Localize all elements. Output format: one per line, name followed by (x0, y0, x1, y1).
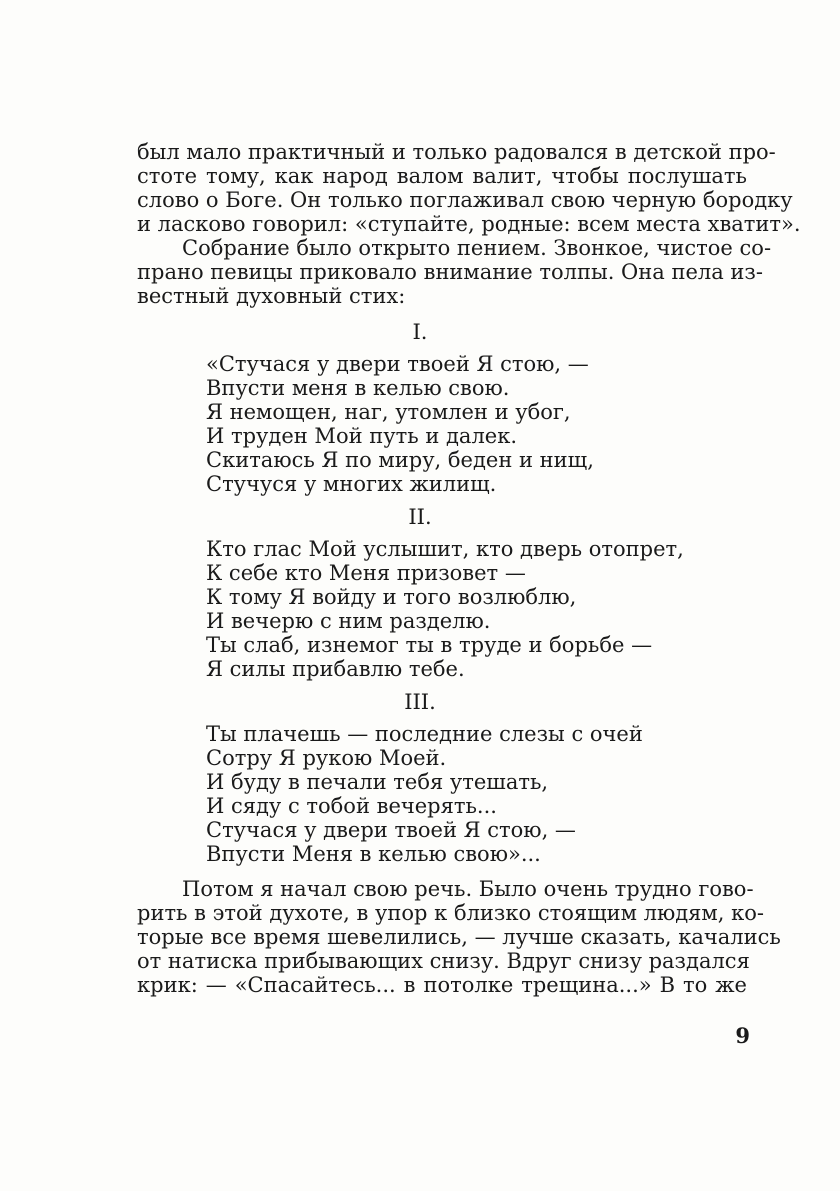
verse-line: К тому Я войду и того возлюблю, (206, 585, 577, 609)
verse-line: Ты слаб, изнемог ты в труде и борьбе — (206, 633, 653, 657)
verse-line: К себе кто Меня призовет — (206, 561, 526, 585)
paragraph-line: был мало практичный и только радовался в детской про- (137, 140, 776, 164)
paragraph-line: прано певицы приковало внимание толпы. Она пела из- (137, 260, 763, 284)
paragraph-line: вестный духовный стих: (137, 284, 406, 308)
verse-number: I. (412, 320, 428, 344)
verse-line: Ты плачешь — последние слезы с очей (206, 722, 643, 746)
paragraph-line: торые все время шевелились, — лучше сказать, качались (137, 925, 781, 949)
verse-stanza-3 (206, 722, 686, 866)
paragraph-line: и ласково говорил: «ступайте, родные: всем места хватит». (137, 212, 801, 236)
paragraph-line: слово о Боге. Он только поглаживал свою черную бородку (137, 188, 793, 212)
verse-line: Стучуся у многих жилищ. (206, 472, 497, 496)
verse-line: «Стучася у двери твоей Я стою, — (206, 352, 589, 376)
verse-line: Сотру Я рукою Моей. (206, 746, 447, 770)
verse-line: И буду в печали тебя утешать, (206, 770, 549, 794)
verse-stanza-1 (206, 352, 686, 496)
verse-number: III. (404, 690, 436, 714)
verse-line: И труден Мой путь и далек. (206, 424, 518, 448)
verse-line: Я немощен, наг, утомлен и убог, (206, 400, 571, 424)
paragraph-3 (137, 877, 781, 997)
verse-line: И вечерю с ним разделю. (206, 609, 491, 633)
paragraph-line: рить в этой духоте, в упор к близко стоящим людям, ко- (137, 901, 764, 925)
verse-line: Впусти Меня в келью свою»... (206, 842, 541, 866)
verse-line: Кто глас Мой услышит, кто дверь отопрет, (206, 537, 684, 561)
verse-line: И сяду с тобой вечерять... (206, 794, 497, 818)
paragraph-1 (137, 140, 801, 236)
verse-number: II. (408, 505, 432, 529)
paragraph-line: крик: — «Спасайтесь... в потолке трещина...» В то же (137, 973, 747, 997)
paragraph-line: Потом я начал свою речь. Было очень трудно гово- (182, 877, 754, 901)
verse-line: Скитаюсь Я по миру, беден и нищ, (206, 448, 594, 472)
verse-line: Впусти меня в келью свою. (206, 376, 510, 400)
verse-line: Стучася у двери твоей Я стою, — (206, 818, 576, 842)
paragraph-2 (137, 236, 772, 308)
paragraph-line: от натиска прибывающих снизу. Вдруг снизу раздался (137, 949, 750, 973)
page-number: 9 (735, 1023, 750, 1048)
paragraph-line: Собрание было открыто пением. Звонкое, чистое со- (182, 236, 772, 260)
paragraph-line: стоте тому, как народ валом валит, чтобы послушать (137, 164, 747, 188)
verse-line: Я силы прибавлю тебе. (206, 657, 465, 681)
verse-stanza-2 (206, 537, 686, 681)
